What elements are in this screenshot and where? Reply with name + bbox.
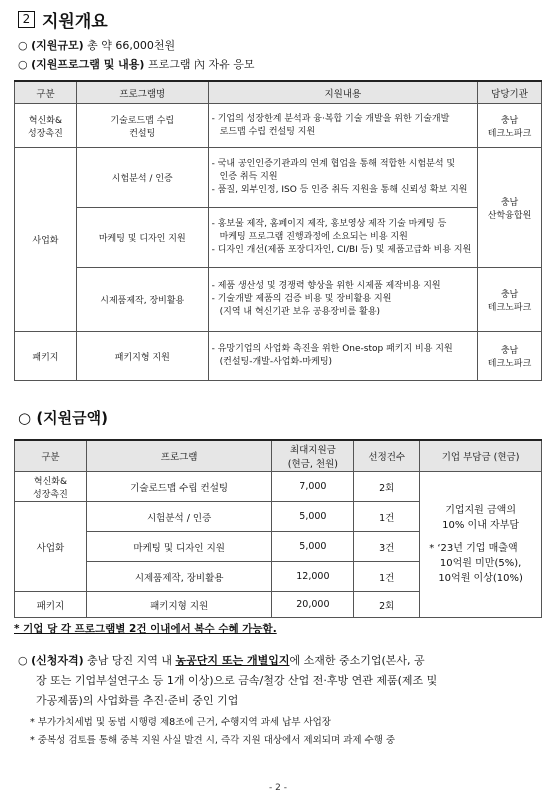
content-line: - 유망기업의 사업화 촉진을 위한 One-stop 패키지 비용 지원 [211,344,453,354]
content-cell [208,208,477,268]
table-row [15,208,542,268]
program-text: 프로그램 內 자유 응모 [147,58,255,71]
count-cell: 3건 [354,532,420,562]
program-cell: 시험분석 / 인증 [76,148,208,208]
amount-heading [18,407,108,428]
content-line: 인증 취득 지원 [219,172,278,182]
program-cell: 패키지형 지원 [86,592,272,618]
header-cell: 담당기관 [478,81,542,104]
max-cell: 5,000 [272,502,354,532]
burden-line: 10억원 미만(5%), [439,558,522,569]
table-header-row [15,440,542,472]
category-cell: 혁신화& 성장촉진 [15,472,87,502]
burden-line: 기업지원 금액의 [445,505,516,516]
scale-text: 총 약 66,000천원 [87,39,176,52]
burden-line: 10% 이내 자부담 [442,520,520,531]
program-cell: 기술로드맵 수립 컨설팅 [86,472,272,502]
category-cell: 패키지 [15,332,77,381]
agency-cell: 충남 산학융합원 [478,148,542,268]
burden-line: * ‘23년 기업 매출액 [429,543,518,554]
page-number: - 2 - [269,783,287,793]
program-table [14,80,542,381]
category-cell: 패키지 [15,592,87,618]
bullet-icon: ○ [18,654,28,667]
content-line: 로드맵 수립 컨설팅 지원 [219,126,316,137]
eligibility-note-2: * 중복성 검토를 통해 중복 지원 사실 발견 시, 즉각 지원 대상에서 제외되며 과제 수행 중 [30,735,396,746]
category-cell: 사업화 [15,148,77,332]
eligibility-line-2: 장 또는 기업부설연구소 등 1개 이상)으로 금속/철강 산업 전·후방 연관 제품(제조 및 [36,674,438,687]
scale-label: (지원규모) [31,39,84,52]
table-row [15,472,542,502]
bullet-icon: ○ [18,58,28,71]
amount-table [14,439,542,618]
program-cell: 패키지형 지원 [76,332,208,381]
eligibility-text: 충남 당진 지역 내 [87,654,173,667]
category-cell: 사업화 [15,502,87,592]
content-line: - 기술개발 제품의 검증 비용 및 장비활용 지원 [211,294,392,304]
program-cell: 마케팅 및 디자인 지원 [76,208,208,268]
bullet-icon: ○ [18,39,28,52]
max-cell: 5,000 [272,532,354,562]
program-cell: 시제품제작, 장비활용 [76,268,208,332]
count-cell: 2회 [354,592,420,618]
program-label: (지원프로그램 및 내용) [31,58,145,71]
burden-cell [420,472,542,618]
table-note: * 기업 당 각 프로그램별 2건 이내에서 복수 수혜 가능함. [14,623,277,635]
content-line: - 홍보물 제작, 홈페이지 제작, 홍보영상 제작 기술 마케팅 등 [211,219,447,229]
program-cell: 마케팅 및 디자인 지원 [86,532,272,562]
program-cell: 기술로드맵 수립 컨설팅 [76,104,208,148]
eligibility-label: (신청자격) [31,654,84,667]
amount-title: (지원금액) [36,409,108,427]
agency-cell: 충남 테크노파크 [478,104,542,148]
burden-line: 10억원 이상(10%) [438,573,523,584]
content-line: - 제품 생산성 및 경쟁력 향상을 위한 시제품 제작비용 지원 [211,281,441,291]
program-cell: 시제품제작, 장비활용 [86,562,272,592]
header-cell: 기업 부담금 (현금) [420,440,542,472]
content-cell [208,268,477,332]
section-title: 지원개요 [42,12,108,32]
eligibility-emphasis: 농공단지 또는 개별입지 [175,654,290,667]
eligibility-line-3: 가공제품)의 사업화를 추진·준비 중인 기업 [36,694,239,707]
table-header-row [15,81,542,104]
max-cell: 12,000 [272,562,354,592]
program-cell: 시험분석 / 인증 [86,502,272,532]
eligibility-text: 에 소재한 중소기업(본사, 공 [289,654,425,667]
count-cell: 1건 [354,562,420,592]
bullet-icon: ○ [18,409,32,427]
content-cell [208,148,477,208]
section-heading [18,7,108,32]
count-cell: 2회 [354,472,420,502]
program-line [18,56,254,72]
header-cell: 지원내용 [208,81,477,104]
content-line: - 기업의 성장한계 분석과 융·복합 기술 개발을 위한 기술개발 [211,113,450,124]
eligibility-note-1: * 부가가치세법 및 동법 시행령 제8조에 근거, 수행지역 과세 납부 사업장 [30,717,331,728]
header-cell: 구분 [15,440,87,472]
header-cell: 구분 [15,81,77,104]
table-row [15,268,542,332]
section-number: 2 [18,11,35,28]
content-cell [208,104,477,148]
content-line: 마케팅 프로그램 진행과정에 소요되는 비용 지원 [219,232,408,242]
content-line: - 디자인 개선(제품 포장디자인, CI/BI 등) 및 제품고급화 비용 지원 [211,245,472,255]
content-cell [208,332,477,381]
eligibility-line-1 [18,652,425,668]
header-cell: 최대지원금 (현금, 천원) [272,440,354,472]
table-row [15,332,542,381]
header-cell: 프로그램명 [76,81,208,104]
max-cell: 7,000 [272,472,354,502]
scale-line [18,37,175,53]
agency-cell: 충남 테크노파크 [478,268,542,332]
category-cell: 혁신화& 성장촉진 [15,104,77,148]
agency-cell: 충남 테크노파크 [478,332,542,381]
content-line: (컨설팅-개발-사업화-마케팅) [219,357,333,367]
count-cell: 1건 [354,502,420,532]
header-cell: 프로그램 [86,440,272,472]
table-row [15,148,542,208]
content-line: - 품질, 외부인정, ISO 등 인증 취득 지원을 통해 신뢰성 확보 지원 [211,185,468,195]
content-line: (지역 내 혁신기관 보유 공용장비를 활용) [219,307,381,317]
content-line: - 국내 공인인증기관과의 연계 협업을 통해 적합한 시험분석 및 [211,159,456,169]
max-cell: 20,000 [272,592,354,618]
header-cell: 선정건수 [354,440,420,472]
table-row [15,104,542,148]
